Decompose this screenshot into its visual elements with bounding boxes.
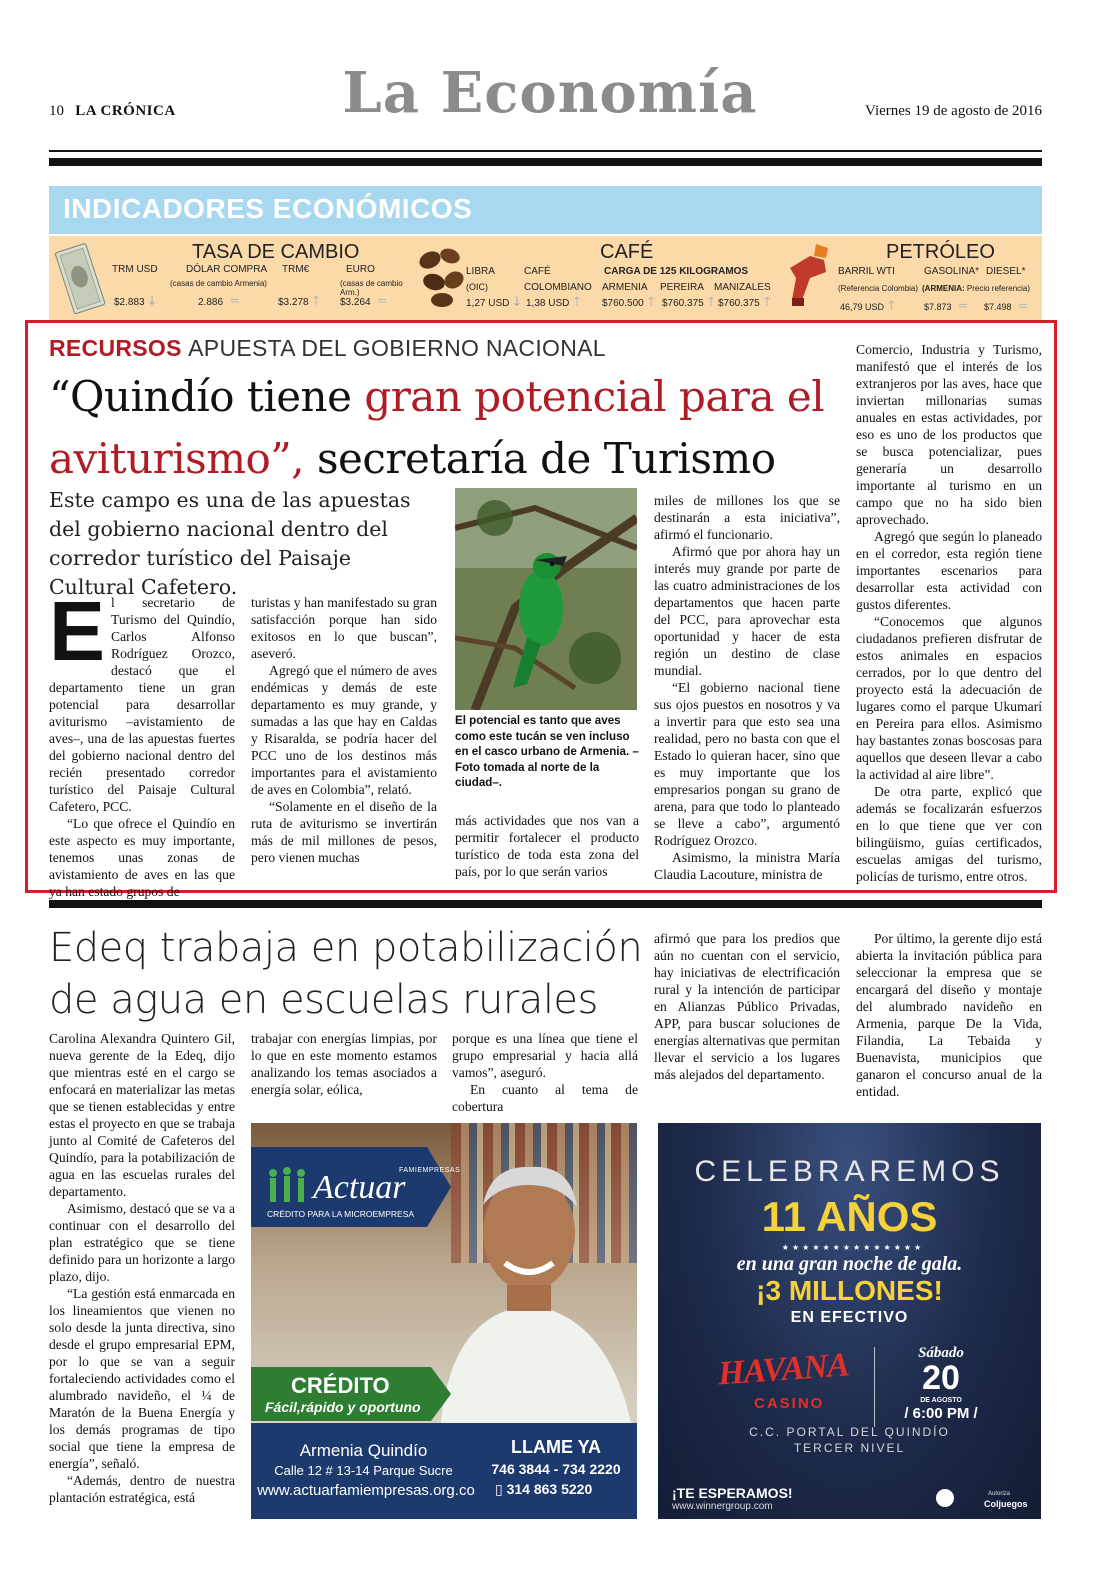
kicker-rest: APUESTA DEL GOBIERNO NACIONAL <box>188 335 606 361</box>
trm-eur-label: TRM€ <box>282 264 310 275</box>
toucan-photo <box>455 488 637 710</box>
edeq-col1-p3: “La gestión está enmarcada en los lineamientos que vienen no solo desde la junta directiva, sino desde el grupo empresarial EPM, por lo que se van a seguir fortaleciendo actividades como el alumbrado navideño, el ¼ de Maratón de la Buena Energía y los demás programas de tipo social que tiene la empresa de energía”, señaló. <box>49 1286 235 1471</box>
arrow-down-icon: ↓ <box>146 294 158 309</box>
kicker-strong: RECURSOS <box>49 335 182 361</box>
article-col3-p1: más actividades que nos van a permitir fortalecer el producto turístico de toda esta zona del país, por lo que serán varios <box>455 813 639 879</box>
mobile-number: ▯ 314 863 5220 <box>495 1481 593 1498</box>
edeq-col2-p1: trabajar con energías limpias, por lo que en este momento estamos analizando los temas asociados a energía solar, eólica, <box>251 1031 437 1097</box>
edeq-headline: Edeq trabaja en potabilización de agua en escuelas rurales <box>49 925 643 1023</box>
edeq-col3-p2: En cuanto al tema de cobertura <box>452 1082 638 1114</box>
cash-line: EN EFECTIVO <box>790 1309 909 1326</box>
arrow-up-icon: ↑ <box>645 295 657 310</box>
edeq-col1-p1: Carolina Alexandra Quintero Gil, nueva gerente de la Edeq, dijo que mientras esté en el cargo se enfocará en materializar las metas que se tienen establecidas y entre estas el proyecto en que se trabaja junto al Comité de Cafeteros del Quindío, para la potabilización de agua en las escuelas rurales del departamento. <box>49 1031 235 1199</box>
euro-sub: (casas de cambio Arm.) <box>340 279 403 297</box>
libra-value: 1,27 USD ↓ <box>466 295 523 310</box>
prize-line: ¡3 MILLONES! <box>756 1275 943 1306</box>
manizales-value: $760.375 ↑ <box>718 295 773 310</box>
havana-advertisement[interactable] <box>658 1123 1041 1519</box>
photo-caption: El potencial es tanto que aves como este tucán se ven incluso en el casco urbano de Armenia. –Foto tomada al norte de la ciudad–. <box>455 714 639 789</box>
havana-logo: HAVANA <box>716 1346 850 1393</box>
ad-city: Armenia Quindío <box>299 1441 428 1460</box>
edeq-column-2 <box>251 1030 437 1098</box>
equal-icon: = <box>225 294 241 309</box>
edeq-column-3 <box>452 1030 638 1115</box>
cafe-label: CAFÉ <box>524 266 551 277</box>
day-label: Sábado <box>918 1345 964 1361</box>
ad-web-link[interactable]: www.actuarfamiempresas.org.co <box>257 1482 475 1499</box>
equal-icon: = <box>1013 299 1029 314</box>
article-col4-p3: “El gobierno nacional tiene sus ojos puestos en nosotros y va a invertir para que esto sea una realidad, pero no basta con que el Estado lo quieran hacer, sino que es muy importante que los empresarios pongan su grano de arena, para que todo lo planteado se lleve a cabo”, argumentó Rodríguez Orozco. <box>654 680 840 848</box>
section-title: La Economía <box>342 60 758 126</box>
man-photo <box>421 1145 637 1423</box>
day-number: 20 <box>922 1359 960 1397</box>
fuel-nozzle-icon <box>780 238 836 314</box>
article-col2-p3: “Solamente en el diseño de la ruta de aviturismo se invertirán más de mil millones de pesos, pero vienen muchas <box>251 799 437 865</box>
issue-date: Viernes 19 de agosto de 2016 <box>865 103 1042 119</box>
toucan-bird-illustration <box>455 488 637 710</box>
event-time: / 6:00 PM / <box>904 1405 978 1422</box>
winner-web-link[interactable]: www.winnergroup.com <box>672 1501 773 1512</box>
article-col2-p1: turistas y han manifestado su gran satisfacción porque han sido exitosos en lo que buscan”, aseveró. <box>251 595 437 661</box>
diesel-value: $7.498 = <box>984 299 1029 314</box>
edeq-col1-p2: Asimismo, destacó que se va a continuar con el desarrollo del plan estratégico que se tiene definido para un horizonte a largo plazo, dijo. <box>49 1201 235 1284</box>
credit-subtitle: Fácil,rápido y oportuno <box>265 1399 421 1415</box>
gasolina-label: GASOLINA* <box>924 266 980 277</box>
stars-divider: ★★★★★★★★★★★★★★ <box>781 1243 925 1252</box>
gasolina-value: $7.873 = <box>924 299 969 314</box>
indicators-title: INDICADORES ECONÓMICOS <box>63 193 473 224</box>
equal-icon: = <box>372 294 388 309</box>
article-col5-p1: Comercio, Industria y Turismo, manifestó que el interés de los extranjeros por las aves, hace que inviertan millonarias sumas anuales en estas actividades, por eso es uno de los productos que se busca potencializar, pues generaría un desarrollo importante al turismo en un campo que no ha sido bien aprovechado. <box>856 342 1042 527</box>
wti-value: 46,79 USD ↑ <box>840 299 897 314</box>
article-col1-p1: El secretario de Turismo del Quindío, Carlos Alfonso Rodríguez Orozco, destacó que el departamento tiene un gran potencial para desarrollar aviturismo –avistamiento de aves–, una de las apuestas fuertes del gobierno nacional dentro del recién presentado corredor turístico del Paisaje Cultural Cafetero, PCC. <box>49 584 235 814</box>
article-kicker <box>49 335 606 362</box>
pereira-value: $760.375 ↑ <box>662 295 717 310</box>
article-headline: “Quindío tiene gran potencial para el aviturismo”, secretaría de Turismo <box>49 372 825 483</box>
article-column-5 <box>856 341 1042 885</box>
gala-line: en una gran noche de gala. <box>736 1253 963 1275</box>
article-column-3 <box>455 812 639 880</box>
paper-name: LA CRÓNICA <box>75 103 176 119</box>
libra-label: LIBRA <box>466 266 495 277</box>
cafe-value: 1,38 USD ↑ <box>526 295 583 310</box>
brand-name: Actuar <box>313 1169 406 1206</box>
edeq-column-1 <box>49 1030 235 1506</box>
article-col5-p4: De otra parte, explicó que además se focalizarán esfuerzos en lo que tiene que ver con bilingüismo, guías certificados, escuelas amigas del turismo, policías de turismo, entre otros. <box>856 784 1042 884</box>
arrow-up-icon: ↑ <box>886 299 897 314</box>
exchange-heading: TASA DE CAMBIO <box>192 241 360 263</box>
edeq-col4-p1: afirmó que para los predios que aún no cuentan con el servicio, hay iniciativas de electrificación rural y la intención de participar en Alianzas Público Privadas, APP, para buscar soluciones de energías alternativas que permitan llevar el servicio a los lugares más alejados del departamento. <box>654 931 840 1082</box>
divider-line <box>874 1347 875 1427</box>
celebrate-line: CELEBRAREMOS <box>694 1155 1005 1188</box>
arrow-up-icon: ↑ <box>761 295 773 310</box>
armenia-label: ARMENIA <box>602 282 648 293</box>
armenia-value: $760.500 ↑ <box>602 295 657 310</box>
cta-text: ¡TE ESPERAMOS! <box>672 1485 793 1501</box>
call-now: LLAME YA <box>510 1437 602 1457</box>
oil-heading: PETRÓLEO <box>886 241 995 263</box>
article-col4-p1: miles de millones los que se destinarán a esta iniciativa”, afirmó el funcionario. <box>654 493 840 542</box>
arrow-up-icon: ↑ <box>705 295 717 310</box>
header-rule-thick <box>49 158 1042 166</box>
manizales-label: MANIZALES <box>714 282 771 293</box>
arrow-up-icon: ↑ <box>310 294 322 309</box>
edeq-column-4 <box>654 930 840 1083</box>
coffee-beans-icon <box>412 240 468 312</box>
trm-usd-label: TRM USD <box>112 264 158 275</box>
venue-line-1: C.C. PORTAL DEL QUINDÍO <box>749 1425 950 1439</box>
article-column-4 <box>654 492 840 883</box>
mobile-phone-icon: ▯ <box>495 1482 503 1498</box>
cafe-sub: COLOMBIANO <box>524 282 592 293</box>
coffee-group <box>466 264 776 316</box>
oil-price-note: (ARMENIA: Precio referencia) <box>922 284 1031 293</box>
article-col1-p2: “Lo que ofrece el Quindío en este aspecto es muy importante, tenemos unas zonas de avistamiento de aves en las que ya han estado grupos de <box>49 816 235 899</box>
dolar-compra-sub: (casas de cambio Armenia) <box>170 279 267 288</box>
article-col5-p3: “Conocemos que algunos ciudadanos prefieren disfrutar de estos animales en espacios cerrados, por lo que dentro del proyecto está la adecuación de lugares como el parque Ukumarí en Pereira para ellos. Asimismo hay bastantes zonas boscosas para aquellos que deseen llevar a cabo la actividad al aire libre”. <box>856 614 1042 782</box>
article-col2-p2: Agregó que el número de aves endémicas y demás de este departamento es muy grande, y sumadas a las que hay en Caldas y Risaralda, se podría hacer del PCC uno de los destinos más importantes para el avistamiento de aves en Colombia”, relató. <box>251 663 437 797</box>
people-logo-icon <box>265 1167 315 1207</box>
diesel-label: DIESEL* <box>986 266 1026 277</box>
coffee-heading: CAFÉ <box>600 241 654 263</box>
pereira-label: PEREIRA <box>660 282 704 293</box>
article-col5-p2: Agregó que según lo planeado en el corredor, esta región tiene importantes escenarios para desarrollar esta actividad con gustos diferentes. <box>856 529 1042 612</box>
article-col4-p2: Afirmó que por ahora hay un interés muy grande por parte de las cuatro administraciones de los departamentos que hacen parte del PCC, para aprovechar esta oportunidad y hacer de esta región un destino de clase mundial. <box>654 544 840 678</box>
euro-label: EURO <box>346 264 375 275</box>
casino-logo-sub: CASINO <box>754 1395 825 1412</box>
month-label: DE AGOSTO <box>920 1397 962 1404</box>
credit-title: CRÉDITO <box>291 1373 390 1398</box>
dolar-compra-value: 2.886 = <box>198 294 241 309</box>
exchange-group <box>112 264 412 316</box>
header-rule-thin <box>49 150 1042 152</box>
dolar-compra-label: DÓLAR COMPRA <box>186 264 268 275</box>
euro-value: $3.264 = <box>340 294 388 309</box>
years-line: 11 AÑOS <box>761 1193 938 1240</box>
regulator-seal-icon <box>936 1489 954 1507</box>
article-col4-p4: Asimismo, la ministra María Claudia Lacouture, ministra de <box>654 850 840 882</box>
ad-address: Calle 12 # 13-14 Parque Sucre <box>274 1463 453 1478</box>
authorized-label: Autoriza <box>988 1491 1011 1497</box>
edeq-col1-p4: “Además, dentro de nuestra plantación estratégica, está <box>49 1473 235 1505</box>
arrow-down-icon: ↓ <box>511 295 523 310</box>
page-number-and-paper <box>49 103 176 120</box>
page-number: 10 <box>49 103 64 119</box>
venue-line-2: TERCER NIVEL <box>793 1441 906 1455</box>
article-column-1 <box>49 584 235 900</box>
edeq-col3-p1: porque es una línea que tiene el grupo empresarial y hacia allá vamos”, aseguró. <box>452 1031 638 1080</box>
equal-icon: = <box>953 299 969 314</box>
dollar-bill-icon <box>54 240 110 316</box>
drop-cap: E <box>49 584 106 678</box>
arrow-up-icon: ↑ <box>571 295 583 310</box>
wti-label: BARRIL WTI <box>838 266 895 277</box>
phone-numbers: 746 3844 - 734 2220 <box>491 1461 621 1477</box>
article-column-2 <box>251 594 437 866</box>
article-deck: Este campo es una de las apuestas del gobierno nacional dentro del corredor turístico del Paisaje Cultural Cafetero. <box>49 488 411 599</box>
trm-usd-value: $2.883 ↓ <box>114 294 158 309</box>
libra-sub: (OIC) <box>466 282 488 292</box>
section-rule-thick <box>49 900 1042 908</box>
coljuegos-logo: Coljuegos <box>984 1499 1028 1509</box>
actuar-advertisement[interactable] <box>251 1123 637 1519</box>
brand-tagline: CRÉDITO PARA LA MICROEMPRESA <box>267 1209 415 1219</box>
trm-eur-value: $3.278 ↑ <box>278 294 322 309</box>
edeq-col5-p1: Por último, la gerente dijo está abierta la invitación pública para seleccionar la empresa que se encargará del diseño y montaje del alumbrado navideño en Armenia, parque De la Vida, Filandia, La Tebaida y Buenavista, municipios que ganaron el concurso anual de la entidad. <box>856 931 1042 1099</box>
edeq-column-5 <box>856 930 1042 1100</box>
oil-group <box>838 264 1042 316</box>
coffee-load-label: CARGA DE 125 KILOGRAMOS <box>604 266 749 277</box>
wti-sub: (Referencia Colombia) <box>838 284 919 293</box>
brand-top: FAMIEMPRESAS <box>399 1167 461 1174</box>
